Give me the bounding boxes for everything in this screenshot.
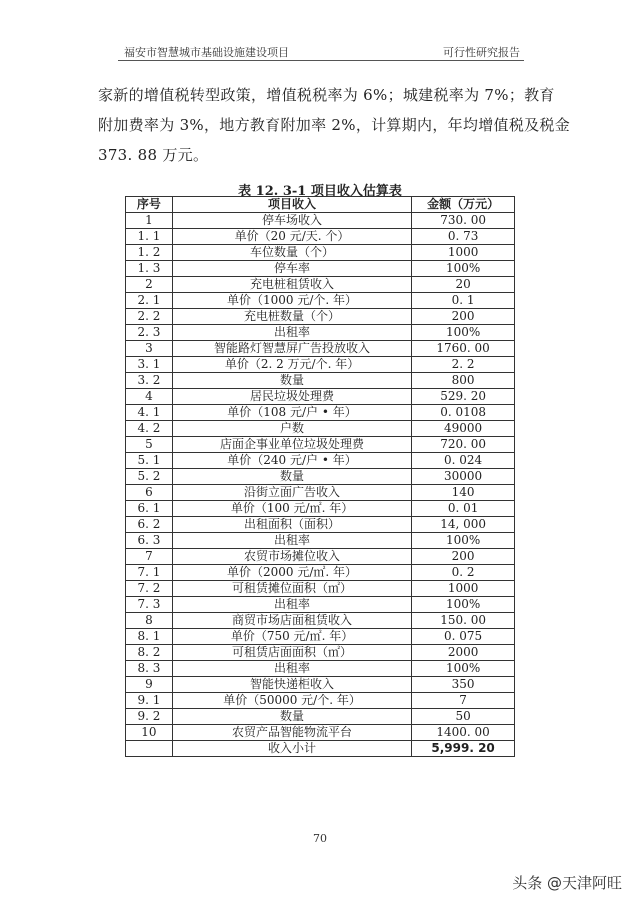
- header-project-title: 福安市智慧城市基础设施建设项目: [124, 46, 289, 59]
- table-row: [126, 213, 515, 229]
- row-amount: 20: [412, 277, 515, 293]
- row-amount: 200: [412, 309, 515, 325]
- table-total-row: [126, 741, 515, 757]
- row-index: 5: [126, 437, 173, 453]
- row-item: 单价（108 元/户 • 年）: [172, 405, 411, 421]
- row-index: 7. 2: [126, 581, 173, 597]
- row-amount: 150. 00: [412, 613, 515, 629]
- table-row: [126, 357, 515, 373]
- row-index: 7: [126, 549, 173, 565]
- header-amount: 金额（万元）: [412, 197, 515, 213]
- watermark: 头条 @天津阿旺: [512, 874, 622, 892]
- row-item: 可租赁摊位面积（㎡）: [172, 581, 411, 597]
- row-index: 3: [126, 341, 173, 357]
- row-index: 6. 2: [126, 517, 173, 533]
- header-index: 序号: [126, 197, 173, 213]
- row-item: 商贸市场店面租赁收入: [172, 613, 411, 629]
- table-row: [126, 437, 515, 453]
- row-amount: 800: [412, 373, 515, 389]
- row-index: 3. 2: [126, 373, 173, 389]
- row-amount: 1400. 00: [412, 725, 515, 741]
- row-item: 居民垃圾处理费: [172, 389, 411, 405]
- row-item: 单价（750 元/㎡. 年）: [172, 629, 411, 645]
- table-row: [126, 373, 515, 389]
- table-header-row: [126, 197, 515, 213]
- row-amount: 140: [412, 485, 515, 501]
- row-index: 4. 1: [126, 405, 173, 421]
- row-index: 1: [126, 213, 173, 229]
- table-row: [126, 517, 515, 533]
- body-paragraph: [98, 80, 571, 170]
- table-row: [126, 229, 515, 245]
- table-row: [126, 389, 515, 405]
- row-index: 8. 3: [126, 661, 173, 677]
- row-index: 7. 1: [126, 565, 173, 581]
- row-amount: 0. 1: [412, 293, 515, 309]
- row-amount: 7: [412, 693, 515, 709]
- row-amount: 1760. 00: [412, 341, 515, 357]
- row-item: 数量: [172, 709, 411, 725]
- table-row: [126, 277, 515, 293]
- table-row: [126, 421, 515, 437]
- row-index: 2. 2: [126, 309, 173, 325]
- table-row: [126, 565, 515, 581]
- row-item: 单价（2. 2 万元/个. 年）: [172, 357, 411, 373]
- row-index: 4. 2: [126, 421, 173, 437]
- row-item: 出租率: [172, 597, 411, 613]
- row-item: 停车率: [172, 261, 411, 277]
- table-row: [126, 661, 515, 677]
- row-index: 1. 2: [126, 245, 173, 261]
- row-amount: 100%: [412, 597, 515, 613]
- table-row: [126, 693, 515, 709]
- table-row: [126, 453, 515, 469]
- row-index: 8. 1: [126, 629, 173, 645]
- table-row: [126, 613, 515, 629]
- row-index: 10: [126, 725, 173, 741]
- row-index: 6: [126, 485, 173, 501]
- table-row: [126, 581, 515, 597]
- table-caption: 表 12. 3-1 项目收入估算表: [238, 184, 402, 199]
- page-number: 70: [313, 832, 327, 845]
- table-row: [126, 325, 515, 341]
- row-index: 1. 3: [126, 261, 173, 277]
- total-value: 5,999. 20: [412, 741, 515, 757]
- table-row: [126, 725, 515, 741]
- row-index: 9. 2: [126, 709, 173, 725]
- row-amount: 350: [412, 677, 515, 693]
- row-amount: 0. 075: [412, 629, 515, 645]
- row-index: 5. 2: [126, 469, 173, 485]
- row-index: 3. 1: [126, 357, 173, 373]
- row-index: 6. 3: [126, 533, 173, 549]
- row-item: 单价（2000 元/㎡. 年）: [172, 565, 411, 581]
- row-index: 2: [126, 277, 173, 293]
- row-index: 9. 1: [126, 693, 173, 709]
- paragraph-line: 家新的增值税转型政策，增值税税率为 6%；城建税率为 7%；教育: [98, 86, 555, 104]
- table-row: [126, 709, 515, 725]
- row-amount: 720. 00: [412, 437, 515, 453]
- row-item: 出租率: [172, 533, 411, 549]
- row-index: 7. 3: [126, 597, 173, 613]
- row-item: 数量: [172, 469, 411, 485]
- table-row: [126, 261, 515, 277]
- row-item: 店面企事业单位垃圾处理费: [172, 437, 411, 453]
- row-index: 5. 1: [126, 453, 173, 469]
- table-row: [126, 485, 515, 501]
- row-index: 8. 2: [126, 645, 173, 661]
- row-index: 8: [126, 613, 173, 629]
- row-item: 智能路灯智慧屏广告投放收入: [172, 341, 411, 357]
- row-index: 4: [126, 389, 173, 405]
- table-row: [126, 293, 515, 309]
- header-item: 项目收入: [172, 197, 411, 213]
- row-item: 停车场收入: [172, 213, 411, 229]
- total-label: 收入小计: [172, 741, 411, 757]
- row-amount: 50: [412, 709, 515, 725]
- row-item: 单价（1000 元/个. 年）: [172, 293, 411, 309]
- row-item: 可租赁店面面积（㎡）: [172, 645, 411, 661]
- total-index-empty: [126, 741, 173, 757]
- table-row: [126, 405, 515, 421]
- row-index: 1. 1: [126, 229, 173, 245]
- table-row: [126, 501, 515, 517]
- row-item: 充电桩数量（个）: [172, 309, 411, 325]
- row-index: 2. 1: [126, 293, 173, 309]
- row-amount: 0. 73: [412, 229, 515, 245]
- table-body: [126, 213, 515, 757]
- page-header: [118, 44, 524, 61]
- row-item: 户数: [172, 421, 411, 437]
- row-amount: 100%: [412, 261, 515, 277]
- table-row: [126, 469, 515, 485]
- table-row: [126, 309, 515, 325]
- row-amount: 30000: [412, 469, 515, 485]
- row-amount: 0. 01: [412, 501, 515, 517]
- row-amount: 100%: [412, 325, 515, 341]
- row-amount: 100%: [412, 533, 515, 549]
- table-row: [126, 629, 515, 645]
- row-amount: 1000: [412, 581, 515, 597]
- row-amount: 529. 20: [412, 389, 515, 405]
- row-item: 车位数量（个）: [172, 245, 411, 261]
- table-row: [126, 533, 515, 549]
- row-item: 单价（240 元/户 • 年）: [172, 453, 411, 469]
- row-item: 农贸市场摊位收入: [172, 549, 411, 565]
- row-amount: 0. 2: [412, 565, 515, 581]
- row-item: 智能快递柜收入: [172, 677, 411, 693]
- row-item: 单价（100 元/㎡. 年）: [172, 501, 411, 517]
- paragraph-line: 附加费率为 3%，地方教育附加率 2%，计算期内，年均增值税及税金: [98, 116, 571, 134]
- row-item: 单价（20 元/天. 个）: [172, 229, 411, 245]
- row-amount: 1000: [412, 245, 515, 261]
- row-index: 6. 1: [126, 501, 173, 517]
- row-amount: 100%: [412, 661, 515, 677]
- table-row: [126, 341, 515, 357]
- income-estimate-table: [125, 196, 515, 757]
- row-item: 出租率: [172, 325, 411, 341]
- row-amount: 2000: [412, 645, 515, 661]
- row-item: 沿街立面广告收入: [172, 485, 411, 501]
- row-amount: 0. 024: [412, 453, 515, 469]
- row-amount: 2. 2: [412, 357, 515, 373]
- table-row: [126, 549, 515, 565]
- row-item: 数量: [172, 373, 411, 389]
- table-row: [126, 645, 515, 661]
- table-row: [126, 245, 515, 261]
- row-amount: 49000: [412, 421, 515, 437]
- row-amount: 730. 00: [412, 213, 515, 229]
- row-item: 出租面积（面积）: [172, 517, 411, 533]
- paragraph-line: 373. 88 万元。: [98, 146, 209, 164]
- row-index: 9: [126, 677, 173, 693]
- table-row: [126, 597, 515, 613]
- row-index: 2. 3: [126, 325, 173, 341]
- header-report-type: 可行性研究报告: [443, 46, 520, 59]
- row-amount: 0. 0108: [412, 405, 515, 421]
- row-item: 单价（50000 元/个. 年）: [172, 693, 411, 709]
- row-item: 出租率: [172, 661, 411, 677]
- row-item: 充电桩租赁收入: [172, 277, 411, 293]
- table-row: [126, 677, 515, 693]
- row-item: 农贸产品智能物流平台: [172, 725, 411, 741]
- row-amount: 200: [412, 549, 515, 565]
- row-amount: 14, 000: [412, 517, 515, 533]
